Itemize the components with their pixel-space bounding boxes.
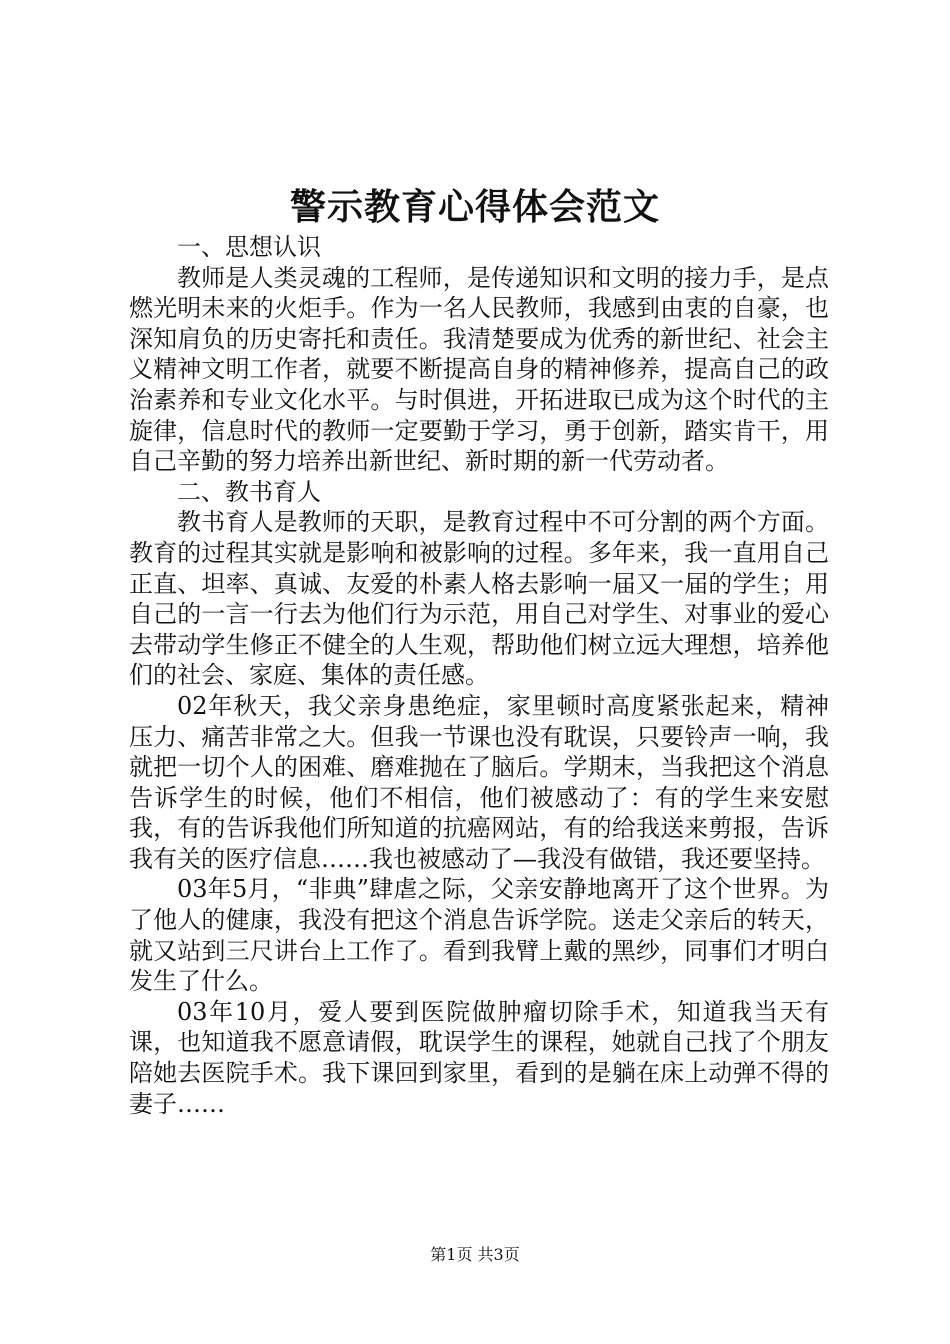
paragraph-4: 03年5月，“非典”肆虐之际，父亲安静地离开了这个世界。为了他人的健康，我没有把这个消息告诉学院。送走父亲后的转天，就又站到三尺讲台上工作了。看到我臂上戴的黑纱，同事们才明白发生了什么。 <box>129 875 829 996</box>
paragraph-2: 教书育人是教师的天职，是教育过程中不可分割的两个方面。教育的过程其实就是影响和被影响的过程。多年来，我一直用自己正直、坦率、真诚、友爱的朴素人格去影响一届又一届的学生；用自己的一言一行去为他们行为示范，用自己对学生、对事业的爱心去带动学生修正不健全的人生观，帮助他们树立远大理想，培养他们的社会、家庭、集体的责任感。 <box>129 508 829 690</box>
document-body <box>129 232 829 1119</box>
paragraph-1: 教师是人类灵魂的工程师，是传递知识和文明的接力手，是点燃光明未来的火炬手。作为一名人民教师，我感到由衷的自豪，也深知肩负的历史寄托和责任。我清楚要成为优秀的新世纪、社会主义精神文明工作者，就要不断提高自身的精神修养，提高自己的政治素养和专业文化水平。与时俱进，开拓进取已成为这个时代的主旋律，信息时代的教师一定要勤于学习，勇于创新，踏实肯干，用自己辛勤的努力培养出新世纪、新时期的新一代劳动者。 <box>129 263 829 476</box>
page-footer: 第1页 共3页 <box>430 1245 520 1264</box>
section-heading-2: 二、教书育人 <box>177 477 321 506</box>
paragraph-3: 02年秋天，我父亲身患绝症，家里顿时高度紧张起来，精神压力、痛苦非常之大。但我一节课也没有耽误，只要铃声一响，我就把一切个人的困难、磨难抛在了脑后。学期末，当我把这个消息告诉学生的时候，他们不相信，他们被感动了：有的学生来安慰我，有的告诉我他们所知道的抗癌网站，有的给我送来剪报，告诉我有关的医疗信息……我也被感动了—我没有做错，我还要坚持。 <box>129 691 829 873</box>
paragraph-5: 03年10月，爱人要到医院做肿瘤切除手术，知道我当天有课，也知道我不愿意请假，耽误学生的课程，她就自己找了个朋友陪她去医院手术。我下课回到家里，看到的是躺在床上动弹不得的妻子…… <box>129 997 829 1118</box>
document-title: 警示教育心得体会范文 <box>289 186 660 228</box>
section-heading-1: 一、思想认识 <box>177 233 321 261</box>
